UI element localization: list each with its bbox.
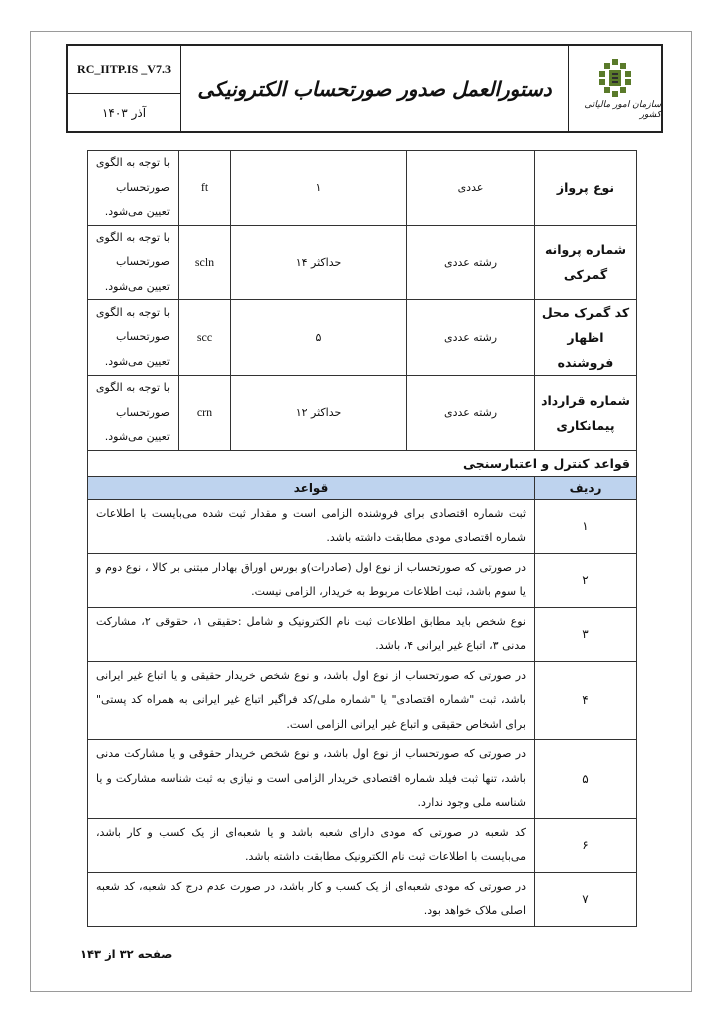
fields-and-rules-table bbox=[87, 150, 637, 927]
organization-name: سازمان امور مالیاتی کشور bbox=[584, 99, 661, 120]
rule-number: ۲ bbox=[535, 553, 637, 607]
rule-number: ۶ bbox=[535, 818, 637, 872]
field-length: ۱ bbox=[231, 151, 407, 226]
rule-row bbox=[88, 499, 637, 553]
field-description: با توجه به الگوی صورتحساب تعیین می‌شود. bbox=[88, 300, 179, 376]
field-type: عددی bbox=[407, 151, 535, 226]
rule-number: ۷ bbox=[535, 872, 637, 926]
column-header-rules: قواعد bbox=[88, 476, 535, 499]
field-type: رشته عددی bbox=[407, 225, 535, 300]
emblem-icon bbox=[596, 58, 634, 98]
rule-number: ۱ bbox=[535, 499, 637, 553]
rule-text: کد شعبه در صورتی که مودی دارای شعبه باشد و یا شعبه‌ای از یک کسب و کار باشد، می‌بایست با اطلاعات ثبت نام الکترونیک مطابقت داشته باشد. bbox=[88, 818, 535, 872]
rule-row bbox=[88, 661, 637, 740]
field-type: رشته عددی bbox=[407, 376, 535, 451]
field-description: با توجه به الگوی صورتحساب تعیین می‌شود. bbox=[88, 151, 179, 226]
rule-row bbox=[88, 553, 637, 607]
field-code: scln bbox=[179, 225, 231, 300]
rule-row bbox=[88, 872, 637, 926]
field-name: شماره پروانه گمرکی bbox=[535, 225, 637, 300]
field-name: کد گمرک محل اظهار فروشنده bbox=[535, 300, 637, 376]
rule-number: ۳ bbox=[535, 607, 637, 661]
organization-logo bbox=[568, 46, 661, 131]
field-description: با توجه به الگوی صورتحساب تعیین می‌شود. bbox=[88, 225, 179, 300]
field-length: حداکثر ۱۲ bbox=[231, 376, 407, 451]
field-type: رشته عددی bbox=[407, 300, 535, 376]
rule-number: ۴ bbox=[535, 661, 637, 740]
rule-text: در صورتی که مودی شعبه‌ای از یک کسب و کار باشد، در صورت عدم درج کد شعبه، کد شعبه اصلی ملاک خواهد بود. bbox=[88, 872, 535, 926]
field-code: crn bbox=[179, 376, 231, 451]
rule-text: نوع شخص باید مطابق اطلاعات ثبت نام الکترونیک و شامل :حقیقی ۱، حقوقی ۲، مشارکت مدنی ۳، اتباع غیر ایرانی ۴، باشد. bbox=[88, 607, 535, 661]
table-row bbox=[88, 225, 637, 300]
header-meta bbox=[68, 46, 181, 131]
field-length: حداکثر ۱۴ bbox=[231, 225, 407, 300]
rule-row bbox=[88, 818, 637, 872]
table-row bbox=[88, 151, 637, 226]
document-title: دستورالعمل صدور صورتحساب الکترونیکی bbox=[197, 76, 552, 101]
rule-number: ۵ bbox=[535, 740, 637, 819]
document-date: آذر ۱۴۰۳ bbox=[101, 105, 147, 120]
document-code: RC_IITP.IS _V7.3 bbox=[68, 46, 180, 94]
table-row bbox=[88, 300, 637, 376]
field-length: ۵ bbox=[231, 300, 407, 376]
table-row bbox=[88, 376, 637, 451]
page-number: صفحه ۳۲ از ۱۴۳ bbox=[80, 947, 173, 961]
field-name: شماره قرارداد پیمانکاری bbox=[535, 376, 637, 451]
field-code: scc bbox=[179, 300, 231, 376]
field-name: نوع پرواز bbox=[535, 151, 637, 226]
column-header-row-number: ردیف bbox=[535, 476, 637, 499]
section-title-row bbox=[88, 450, 637, 476]
rule-text: در صورتی که صورتحساب از نوع اول باشد، و نوع شخص خریدار حقوقی و یا مشارکت مدنی باشد، تنها ثبت فیلد شماره اقتصادی خریدار الزامی است و نیازی به ثبت شناسه مشارکت و یا شناسه ملی وجود ندارد. bbox=[88, 740, 535, 819]
rule-text: در صورتی که صورتحساب از نوع اول (صادرات)و بورس اوراق بهادار مبتنی بر کالا ، نوع دوم و یا سوم باشد، ثبت اطلاعات مربوط به خریدار، الزامی نیست. bbox=[88, 553, 535, 607]
document-header bbox=[66, 44, 663, 133]
rule-text: ثبت شماره اقتصادی برای فروشنده الزامی است و مقدار ثبت شده می‌بایست با اطلاعات شماره اقتصادی مودی مطابقت داشته باشد. bbox=[88, 499, 535, 553]
rule-text: در صورتی که صورتحساب از نوع اول باشد، و نوع شخص خریدار حقیقی و یا اتباع غیر ایرانی باشد، ثبت "شماره اقتصادی" یا "شماره ملی/کد فراگیر اتباع غیر ایرانی به همراه کد پستی" برای اشخاص حقیقی و اتباع غیر ایرانی الزامی است. bbox=[88, 661, 535, 740]
field-code: ft bbox=[179, 151, 231, 226]
section-title: قواعد کنترل و اعتبارسنجی bbox=[88, 450, 637, 476]
rules-header-row bbox=[88, 476, 637, 499]
rule-row bbox=[88, 607, 637, 661]
rule-row bbox=[88, 740, 637, 819]
field-description: با توجه به الگوی صورتحساب تعیین می‌شود. bbox=[88, 376, 179, 451]
